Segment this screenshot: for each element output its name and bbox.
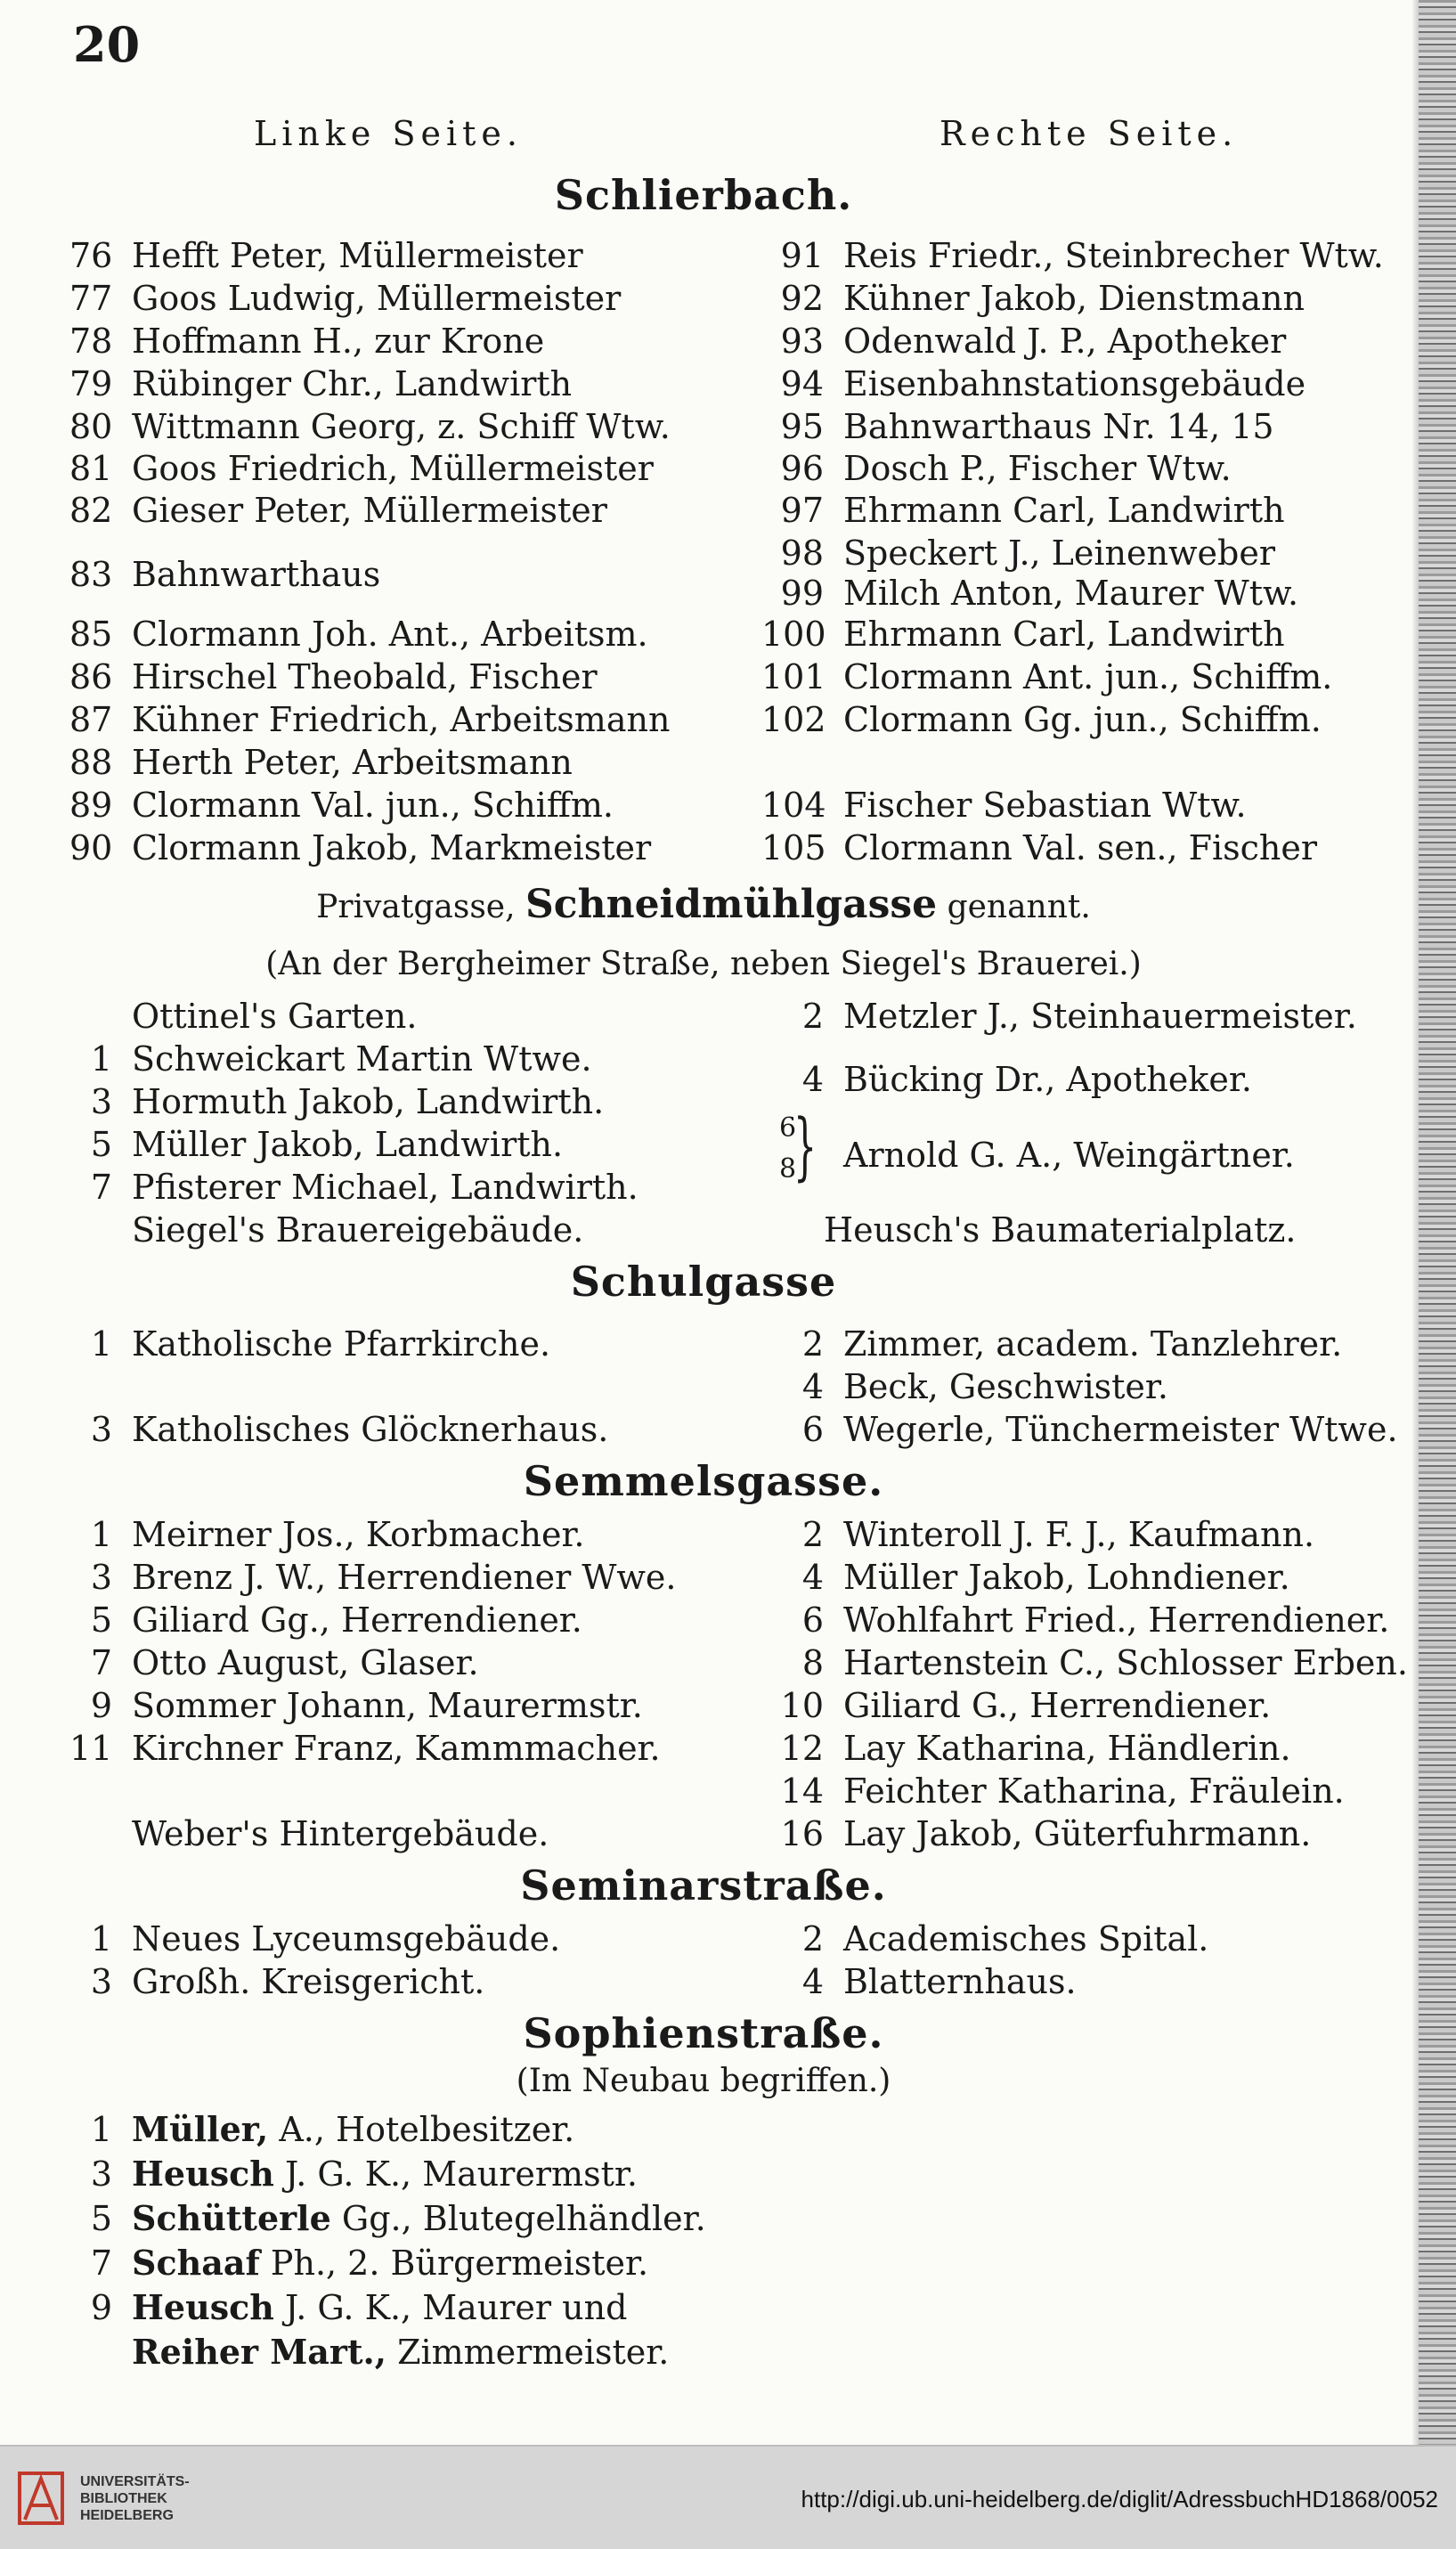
list-item: Heusch's Baumaterialplatz.	[824, 1210, 1297, 1250]
list-item: 90 Clormann Jakob, Markmeister	[69, 828, 652, 867]
library-logo-text: UNIVERSITÄTS- BIBLIOTHEK HEIDELBERG	[80, 2474, 190, 2523]
list-item: 4 Beck, Geschwister.	[801, 1367, 1168, 1406]
list-item: 94 Eisenbahnstationsgebäude	[780, 364, 1306, 403]
list-item: 7 Pfisterer Michael, Landwirth.	[90, 1168, 639, 1207]
street-title-seminarstrasse: Seminarstraße.	[520, 1861, 887, 1910]
list-item: 12 Lay Katharina, Händlerin.	[780, 1729, 1291, 1768]
list-item: 3 Katholisches Glöcknerhaus.	[90, 1410, 609, 1449]
list-item: Arnold G. A., Weingärtner.	[843, 1136, 1295, 1175]
page-edge-shadow	[1411, 0, 1419, 2445]
street-title-schlierbach: Schlierbach.	[554, 171, 853, 219]
list-item: 14 Feichter Katharina, Fräulein.	[780, 1771, 1345, 1811]
list-item: 5 Müller Jakob, Landwirth.	[90, 1125, 564, 1164]
list-item: 85 Clormann Joh. Ant., Arbeitsm.	[69, 615, 648, 654]
street-title-semmelsgasse: Semmelsgasse.	[523, 1457, 884, 1505]
list-item: 105 Clormann Val. sen., Fischer	[761, 828, 1318, 867]
list-item: 1 Meirner Jos., Korbmacher.	[90, 1515, 585, 1554]
list-item: 100 Ehrmann Carl, Landwirth	[761, 615, 1285, 654]
list-item: 79 Rübinger Chr., Landwirth	[69, 364, 573, 403]
list-item: 98 Speckert J., Leinenweber	[780, 533, 1275, 573]
footer-bar	[0, 2445, 1456, 2549]
right-column-header: Rechte Seite.	[939, 114, 1239, 153]
list-item: 10 Giliard G., Herrendiener.	[780, 1686, 1272, 1725]
list-item: 6 Wegerle, Tünchermeister Wtwe.	[801, 1410, 1398, 1449]
list-item: 101 Clormann Ant. jun., Schiffm.	[761, 657, 1333, 696]
list-item: 91 Reis Friedr., Steinbrecher Wtw.	[780, 236, 1384, 275]
brace-symbol: }	[793, 1104, 817, 1189]
list-item: 3 Brenz J. W., Herrendiener Wwe.	[90, 1558, 677, 1597]
list-item: 1 Katholische Pfarrkirche.	[90, 1324, 551, 1364]
list-item: 6 Wohlfahrt Fried., Herrendiener.	[801, 1600, 1390, 1640]
list-item: 4 Blatternhaus.	[801, 1962, 1077, 2001]
list-item: 1 Schweickart Martin Wtwe.	[90, 1039, 592, 1079]
list-item: 97 Ehrmann Carl, Landwirth	[780, 491, 1285, 530]
list-item: 2 Winteroll J. F. J., Kaufmann.	[801, 1515, 1315, 1554]
list-item: 96 Dosch P., Fischer Wtw.	[780, 449, 1232, 488]
list-item: 3 Großh. Kreisgericht.	[90, 1962, 485, 2001]
list-item: 77 Goos Ludwig, Müllermeister	[69, 279, 622, 318]
list-item: 2 Zimmer, academ. Tanzlehrer.	[801, 1324, 1343, 1364]
list-item: 11 Kirchner Franz, Kammmacher.	[69, 1729, 661, 1768]
list-item: Weber's Hintergebäude.	[132, 1814, 549, 1853]
list-item: 8 Hartenstein C., Schlosser Erben.	[801, 1643, 1408, 1682]
list-item: 89 Clormann Val. jun., Schiffm.	[69, 786, 614, 825]
street-title-sophienstrasse: Sophienstraße.	[523, 2009, 884, 2057]
list-item: 2 Metzler J., Steinhauermeister.	[801, 997, 1357, 1036]
list-item: Siegel's Brauereigebäude.	[132, 1210, 584, 1250]
list-item: 1 Müller, A., Hotelbesitzer.	[90, 2109, 575, 2149]
left-column-header: Linke Seite.	[254, 114, 523, 153]
list-item: 9 Heusch J. G. K., Maurer und	[90, 2287, 628, 2327]
list-item: 1 Neues Lyceumsgebäude.	[90, 1919, 561, 1959]
street-title-schneidmuehlgasse: Privatgasse, Schneidmühlgasse genannt.	[316, 882, 1091, 927]
list-item: 93 Odenwald J. P., Apotheker	[780, 322, 1287, 361]
list-item: 16 Lay Jakob, Güterfuhrmann.	[780, 1814, 1312, 1853]
list-item: 82 Gieser Peter, Müllermeister	[69, 491, 607, 530]
list-item: 95 Bahnwarthaus Nr. 14, 15	[780, 407, 1274, 446]
book-binding-edge	[1419, 0, 1456, 2445]
list-item: 7 Schaaf Ph., 2. Bürgermeister.	[90, 2243, 649, 2283]
list-item: 92 Kühner Jakob, Dienstmann	[780, 279, 1305, 318]
list-item: 3 Hormuth Jakob, Landwirth.	[90, 1082, 605, 1121]
library-logo-icon[interactable]	[16, 2466, 69, 2529]
street-note: (Im Neubau begriffen.)	[516, 2063, 891, 2099]
house-number: 6	[779, 1112, 797, 1144]
list-item: 5 Giliard Gg., Herrendiener.	[90, 1600, 582, 1640]
list-item: 88 Herth Peter, Arbeitsmann	[69, 743, 573, 782]
house-number: 8	[779, 1153, 797, 1185]
source-url-link[interactable]: http://digi.ub.uni-heidelberg.de/diglit/AdressbuchHD1868/0052	[801, 2486, 1438, 2512]
list-item: 3 Heusch J. G. K., Maurermstr.	[90, 2154, 638, 2194]
list-item: 80 Wittmann Georg, z. Schiff Wtw.	[69, 407, 671, 446]
list-item: Ottinel's Garten.	[132, 997, 418, 1036]
list-item: 78 Hoffmann H., zur Krone	[69, 322, 545, 361]
list-item: 4 Bücking Dr., Apotheker.	[801, 1060, 1252, 1099]
list-item: 83 Bahnwarthaus	[69, 555, 381, 594]
street-note: (An der Bergheimer Straße, neben Siegel's Brauerei.)	[265, 946, 1142, 982]
list-item: Reiher Mart., Zimmermeister.	[132, 2332, 670, 2372]
list-item: 87 Kühner Friedrich, Arbeitsmann	[69, 700, 671, 739]
list-item: 104 Fischer Sebastian Wtw.	[761, 786, 1247, 825]
list-item: 4 Müller Jakob, Lohndiener.	[801, 1558, 1290, 1597]
page-number: 20	[73, 16, 141, 73]
list-item: 9 Sommer Johann, Maurermstr.	[90, 1686, 643, 1725]
list-item: 86 Hirschel Theobald, Fischer	[69, 657, 598, 696]
list-item: 7 Otto August, Glaser.	[90, 1643, 479, 1682]
list-item: 81 Goos Friedrich, Müllermeister	[69, 449, 654, 488]
street-title-schulgasse: Schulgasse	[570, 1258, 837, 1306]
list-item: 5 Schütterle Gg., Blutegelhändler.	[90, 2198, 706, 2238]
list-item: 2 Academisches Spital.	[801, 1919, 1209, 1959]
list-item: 76 Hefft Peter, Müllermeister	[69, 236, 583, 275]
list-item: 102 Clormann Gg. jun., Schiffm.	[761, 700, 1322, 739]
list-item: 99 Milch Anton, Maurer Wtw.	[780, 574, 1299, 613]
